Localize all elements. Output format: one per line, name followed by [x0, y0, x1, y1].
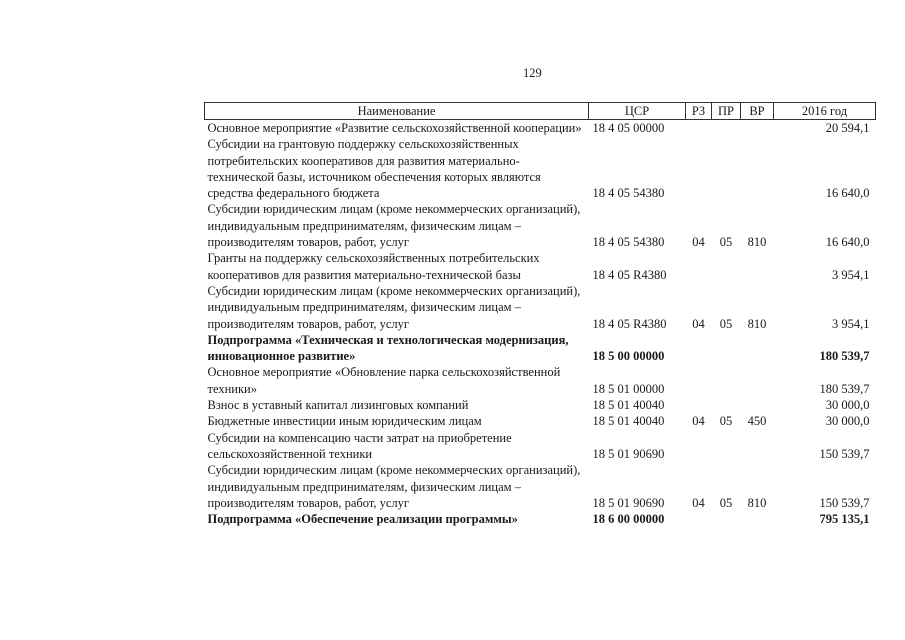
cell-csr: 18 5 00 00000 [592, 349, 665, 364]
cell-name: Подпрограмма «Техническая и технологическая модернизация, инновационное развитие» [207, 332, 569, 364]
table-row [205, 136, 876, 201]
cell-vr [741, 511, 774, 527]
cell-rz [686, 430, 712, 463]
cell-vr: 810 [747, 235, 767, 250]
cell-vr [741, 364, 774, 397]
cell-name: Взнос в уставный капитал лизинговых компаний [207, 398, 469, 413]
cell-pr [712, 136, 741, 201]
cell-amount: 20 594,1 [825, 121, 870, 135]
cell-amount: 16 640,0 [825, 235, 870, 250]
cell-csr: 18 4 05 R4380 [592, 267, 667, 282]
cell-amount: 150 539,7 [819, 446, 870, 461]
table-row [205, 332, 876, 365]
cell-pr [712, 250, 741, 283]
cell-rz: 04 [692, 316, 705, 331]
cell-pr [712, 430, 741, 463]
cell-name: Бюджетные инвестиции иным юридическим лицам [207, 414, 482, 429]
table-row [205, 120, 876, 137]
table-header [205, 103, 876, 120]
cell-amount: 150 539,7 [819, 495, 870, 510]
header-rz: РЗ [686, 103, 712, 120]
cell-csr: 18 5 01 40040 [592, 414, 665, 429]
cell-vr [741, 136, 774, 201]
cell-name: Субсидии юридическим лицам (кроме некоммерческих организаций), индивидуальным предпринимателям, физическим лицам – производителям товаров, работ, услуг [207, 283, 581, 331]
cell-vr [741, 250, 774, 283]
header-amount: 2016 год [774, 103, 876, 120]
table-row [205, 201, 876, 250]
cell-amount: 30 000,0 [825, 398, 870, 413]
budget-table [204, 102, 876, 527]
cell-pr: 05 [719, 414, 733, 429]
header-name: Наименование [205, 103, 589, 120]
cell-vr [741, 430, 774, 463]
table-row [205, 430, 876, 463]
cell-rz: 04 [692, 495, 705, 510]
cell-pr: 05 [719, 316, 733, 331]
cell-name: Субсидии юридическим лицам (кроме некоммерческих организаций), индивидуальным предпринимателям, физическим лицам – производителям товаров, работ, услуг [207, 202, 581, 250]
cell-name: Подпрограмма «Обеспечение реализации программы» [207, 512, 518, 527]
cell-amount: 180 539,7 [819, 349, 870, 364]
cell-rz [686, 120, 712, 137]
cell-pr [712, 397, 741, 413]
cell-amount: 180 539,7 [819, 381, 870, 396]
header-vr: ВР [741, 103, 774, 120]
cell-vr: 450 [747, 414, 767, 429]
cell-rz [686, 136, 712, 201]
page-number: 129 [523, 66, 542, 80]
cell-csr: 18 5 01 40040 [592, 398, 665, 413]
table-row [205, 397, 876, 413]
cell-rz [686, 511, 712, 527]
cell-csr: 18 6 00 00000 [592, 512, 665, 527]
cell-vr: 810 [747, 495, 767, 510]
cell-vr [741, 397, 774, 413]
table-row [205, 413, 876, 429]
table-row [205, 511, 876, 527]
table-row [205, 462, 876, 511]
cell-name: Основное мероприятие «Развитие сельскохозяйственной кооперации» [207, 121, 582, 135]
header-pr: ПР [712, 103, 741, 120]
cell-pr: 05 [719, 235, 733, 250]
cell-pr: 05 [719, 495, 733, 510]
cell-vr: 810 [747, 316, 767, 331]
cell-name: Субсидии на компенсацию части затрат на приобретение сельскохозяйственной техники [207, 430, 512, 461]
cell-rz [686, 397, 712, 413]
cell-name: Субсидии на грантовую поддержку сельскохозяйственных потребительских кооперативов для развития материально-технической базы, источником обеспечения которых являются средства федерального бюджета [207, 137, 541, 201]
cell-csr: 18 4 05 R4380 [592, 316, 667, 331]
cell-vr [741, 120, 774, 137]
table-body [205, 120, 876, 528]
cell-pr [712, 511, 741, 527]
cell-csr: 18 5 01 00000 [592, 381, 665, 396]
cell-amount: 30 000,0 [825, 414, 870, 429]
cell-amount: 3 954,1 [832, 267, 870, 282]
cell-amount: 3 954,1 [832, 316, 870, 331]
cell-rz: 04 [692, 414, 705, 429]
cell-csr: 18 5 01 90690 [592, 495, 665, 510]
table-row [205, 283, 876, 332]
cell-name: Основное мероприятие «Обновление парка сельскохозяйственной техники» [207, 365, 561, 396]
header-csr: ЦСР [589, 103, 686, 120]
cell-amount: 16 640,0 [825, 186, 870, 201]
cell-rz [686, 250, 712, 283]
cell-amount: 795 135,1 [819, 512, 870, 527]
cell-csr: 18 4 05 54380 [592, 186, 665, 201]
cell-name: Гранты на поддержку сельскохозяйственных потребительских кооперативов для развития материально-технической базы [207, 251, 540, 282]
cell-pr [712, 332, 741, 365]
cell-rz: 04 [692, 235, 705, 250]
cell-vr [741, 332, 774, 365]
cell-csr: 18 5 01 90690 [592, 446, 665, 461]
cell-name: Субсидии юридическим лицам (кроме некоммерческих организаций), индивидуальным предпринимателям, физическим лицам – производителям товаров, работ, услуг [207, 463, 581, 510]
cell-rz [686, 364, 712, 397]
table-row [205, 364, 876, 397]
cell-csr: 18 4 05 54380 [592, 235, 665, 250]
cell-csr: 18 4 05 00000 [592, 121, 665, 135]
cell-pr [712, 120, 741, 137]
cell-rz [686, 332, 712, 365]
cell-pr [712, 364, 741, 397]
table-row [205, 250, 876, 283]
